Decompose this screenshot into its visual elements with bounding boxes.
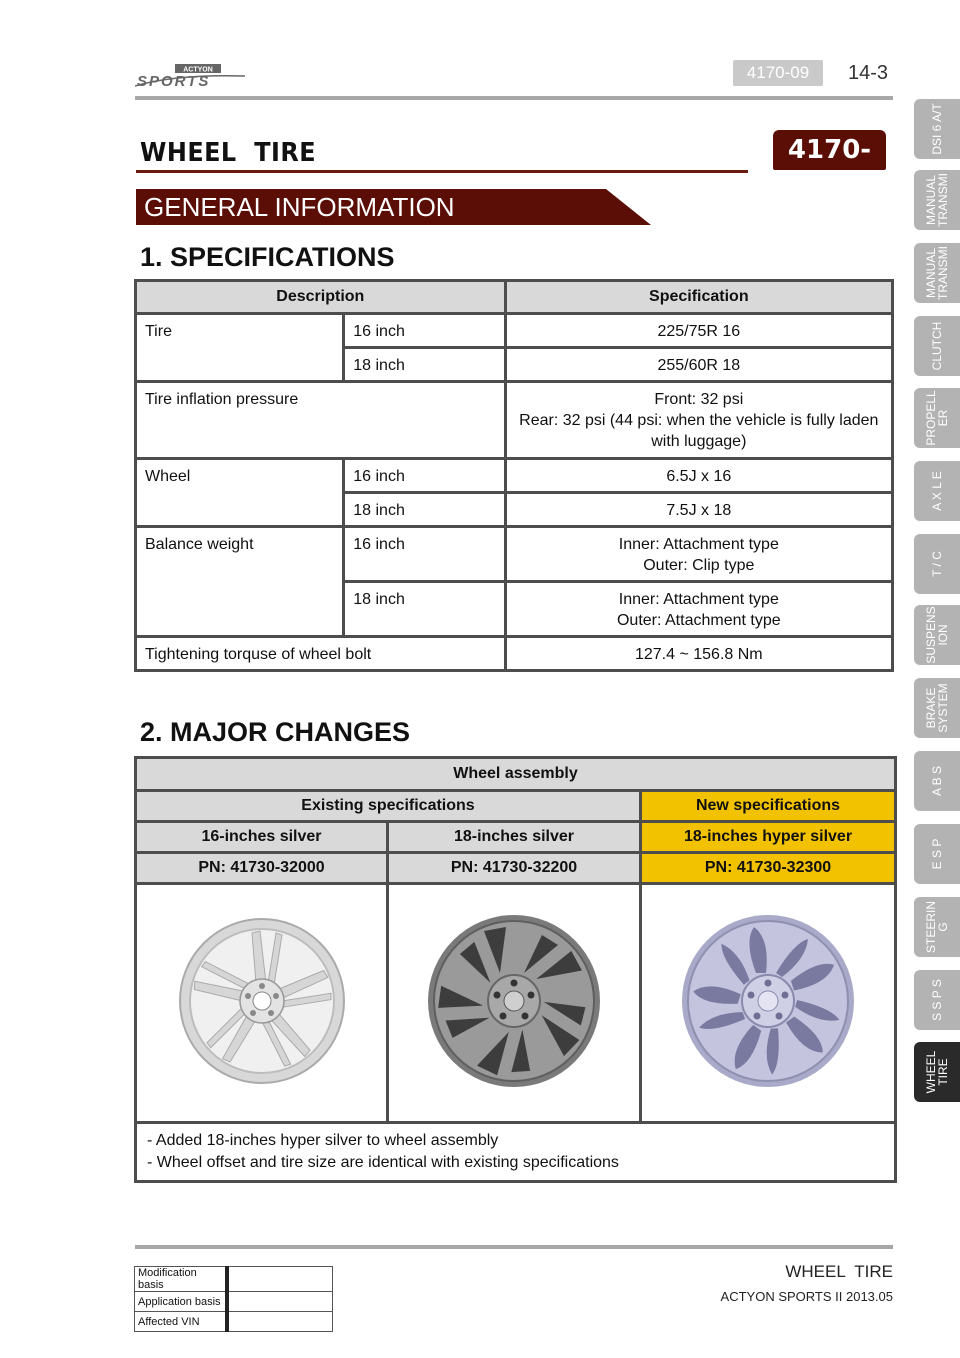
col-18-silver: 18-inches silver (388, 822, 641, 853)
wheel-image-18-silver (388, 884, 641, 1123)
chapter-tab-label: SUSPENS ION (924, 606, 950, 664)
balance-16-label: 16 inch (344, 527, 505, 582)
page-title: WHEEL TIRE (140, 138, 317, 168)
section-heading-specifications: 1. SPECIFICATIONS (140, 242, 395, 272)
pn-18-hyper-silver: PN: 41730-32300 (641, 853, 896, 884)
torque-value: 127.4 ~ 156.8 Nm (505, 637, 892, 671)
pressure-line-2: Rear: 32 psi (44 psi: when the vehicle is fully laden (519, 412, 879, 429)
header-specification: Specification (505, 281, 892, 314)
footer-rule (135, 1245, 893, 1249)
footer-subtitle: ACTYON SPORTS II 2013.05 (720, 1289, 893, 1304)
modification-basis-table (134, 1266, 333, 1332)
modification-basis-value (227, 1267, 333, 1292)
col-16-silver: 16-inches silver (136, 822, 388, 853)
chapter-tab-label: WHEEL TIRE (924, 1050, 950, 1094)
balance-16-line-2: Outer: Clip type (643, 557, 755, 574)
wheel-image-16-silver (136, 884, 388, 1123)
banner-text: GENERAL INFORMATION (144, 192, 455, 222)
logo-sports-text: SPORTS (137, 73, 211, 88)
section-code-badge: 4170-09 (733, 60, 823, 86)
tire-18-label: 18 inch (344, 348, 505, 382)
tire-16-value: 225/75R 16 (505, 314, 892, 348)
chapter-tab-6[interactable] (914, 534, 960, 594)
col-18-hyper-silver: 18-inches hyper silver (641, 822, 896, 853)
chapter-tab-11[interactable] (914, 897, 960, 957)
existing-specifications-header: Existing specifications (136, 791, 641, 822)
chapter-tab-label: MANUAL TRANSMI (924, 246, 950, 300)
page-number: 14-3 (848, 62, 889, 84)
chapter-tab-label: DSI 6 A/T (930, 103, 944, 155)
row-label-torque: Tightening torquse of wheel bolt (136, 637, 506, 671)
chapter-tab-label: A B S (930, 765, 944, 797)
chapter-tab-0[interactable] (914, 99, 960, 159)
table-row (136, 527, 893, 582)
wheel-16-value: 6.5J x 16 (505, 459, 892, 493)
balance-18-value (505, 582, 892, 637)
logo-actyon-text: ACTYON (183, 66, 213, 74)
note-line-2: - Wheel offset and tire size are identical with existing specifications (147, 1154, 619, 1171)
affected-vin-label: Affected VIN (135, 1312, 228, 1332)
chapter-tab-13[interactable] (914, 1042, 960, 1102)
chapter-tab-label: BRAKE SYSTEM (924, 683, 950, 733)
specifications-table (134, 279, 894, 672)
row-label-pressure: Tire inflation pressure (136, 382, 506, 459)
table-row (136, 382, 893, 459)
title-underline (136, 170, 748, 173)
chapter-tab-3[interactable] (914, 316, 960, 376)
new-specifications-header: New specifications (641, 791, 896, 822)
footer-title: WHEEL TIRE (785, 1262, 893, 1281)
wheel-16-silver-icon (177, 916, 347, 1086)
header-description: Description (136, 281, 506, 314)
row-label-tire: Tire (136, 314, 344, 382)
chapter-tab-4[interactable] (914, 388, 960, 448)
major-changes-table (134, 756, 897, 1183)
pn-16-silver: PN: 41730-32000 (136, 853, 388, 884)
row-label-wheel: Wheel (136, 459, 344, 527)
actyon-sports-logo (135, 64, 247, 88)
wheel-assembly-header: Wheel assembly (136, 758, 896, 791)
chapter-tab-1[interactable] (914, 170, 960, 230)
general-information-banner (136, 189, 651, 225)
tire-18-value: 255/60R 18 (505, 348, 892, 382)
balance-18-label: 18 inch (344, 582, 505, 637)
chapter-tab-label: A X L E (930, 471, 944, 511)
balance-16-line-1: Inner: Attachment type (618, 536, 779, 553)
wheel-18-silver-icon (424, 911, 604, 1091)
balance-16-value (505, 527, 892, 582)
chapter-tab-2[interactable] (914, 243, 960, 303)
wheel-image-18-hyper-silver (641, 884, 896, 1123)
application-basis-value (227, 1292, 333, 1312)
chapter-tab-label: T / C (930, 551, 944, 577)
modification-basis-label: Modification basis (135, 1267, 228, 1292)
pressure-value (505, 382, 892, 459)
chapter-tab-label: S S P S (930, 979, 944, 1021)
table-header-row (136, 281, 893, 314)
pressure-line-1: Front: 32 psi (654, 391, 744, 408)
affected-vin-value (227, 1312, 333, 1332)
table-row (136, 314, 893, 348)
balance-18-line-1: Inner: Attachment type (618, 591, 779, 608)
chapter-tab-label: PROPELL ER (924, 390, 950, 446)
changes-notes (136, 1123, 896, 1182)
wheel-18-label: 18 inch (344, 493, 505, 527)
chapter-tab-8[interactable] (914, 678, 960, 738)
chapter-tab-7[interactable] (914, 605, 960, 665)
section-heading-major-changes: 2. MAJOR CHANGES (140, 717, 411, 747)
wheel-16-label: 16 inch (344, 459, 505, 493)
pressure-line-3: with luggage) (651, 433, 747, 450)
application-basis-label: Application basis (135, 1292, 228, 1312)
chapter-tab-12[interactable] (914, 970, 960, 1030)
title-code-badge: 4170-01 (773, 130, 886, 170)
note-line-1: - Added 18-inches hyper silver to wheel assembly (147, 1132, 499, 1149)
wheel-18-hyper-silver-icon (678, 911, 858, 1091)
row-label-balance: Balance weight (136, 527, 344, 637)
chapter-tab-9[interactable] (914, 751, 960, 811)
balance-18-line-2: Outer: Attachment type (616, 612, 781, 629)
chapter-tab-10[interactable] (914, 824, 960, 884)
wheel-18-value: 7.5J x 18 (505, 493, 892, 527)
chapter-tab-label: MANUAL TRANSMI (924, 173, 950, 227)
pn-18-silver: PN: 41730-32200 (388, 853, 641, 884)
chapter-tab-label: STEERIN G (924, 900, 950, 954)
chapter-tab-label: E S P (930, 838, 944, 870)
table-row (136, 637, 893, 671)
chapter-tab-5[interactable] (914, 461, 960, 521)
table-row (136, 459, 893, 493)
header-rule (135, 96, 893, 100)
tire-16-label: 16 inch (344, 314, 505, 348)
chapter-tab-label: CLUTCH (930, 321, 944, 371)
